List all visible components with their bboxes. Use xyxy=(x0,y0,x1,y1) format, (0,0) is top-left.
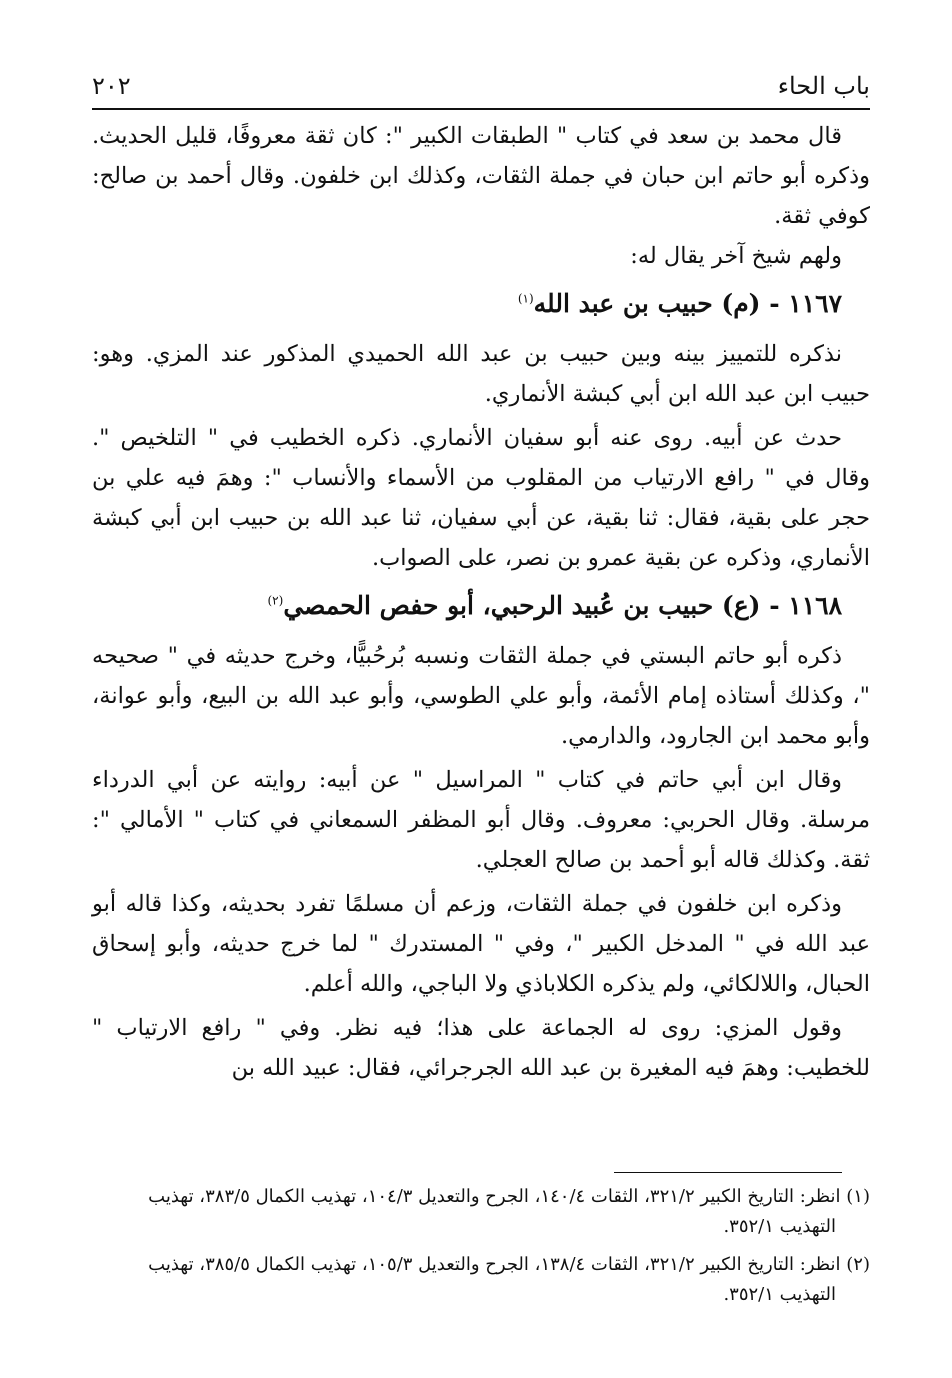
section-title: باب الحاء xyxy=(777,72,870,100)
footnote: (١) انظر: التاريخ الكبير ٣٢١/٢، الثقات ١٤٠/٤، الجرح والتعديل ١٠٤/٣، تهذيب الكمال ٣٨٣/٥، تهذيب التهذيب ٣٥٢/١. xyxy=(148,1186,870,1237)
header-divider xyxy=(92,108,870,110)
running-header xyxy=(92,66,870,106)
paragraph: وقول المزي: روى له الجماعة على هذا؛ فيه نظر. وفي " رافع الارتياب " للخطيب: وهمَ فيه المغيرة بن عبد الله الجرجرائي، فقال: عبيد الله بن xyxy=(92,1015,870,1081)
paragraph: ذكره أبو حاتم البستي في جملة الثقات ونسبه بُرحُبيًّا، وخرج حديثه في " صحيحه "، وكذلك أستاذه إمام الأئمة، وأبو علي الطوسي، وأبو عبد الله بن البيع، وأبو عوانة، وأبو محمد ابن الجارود، والدارمي. xyxy=(92,643,870,749)
entry-title: ١١٦٧ - (م) حبيب بن عبد الله xyxy=(533,289,842,318)
paragraph: وذكره ابن خلفون في جملة الثقات، وزعم أن مسلمًا تفرد بحديثه، وكذا قاله أبو عبد الله في " المدخل الكبير "، وفي " المستدرك " لما خرج حديثه، وأبو إسحاق الحبال، واللالكائي، ولم يذكره الكلاباذي ولا الباجي، والله أعلم. xyxy=(92,891,870,997)
footnote: (٢) انظر: التاريخ الكبير ٣٢١/٢، الثقات ١٣٨/٤، الجرح والتعديل ١٠٥/٣، تهذيب الكمال ٣٨٥/٥، تهذيب التهذيب ٣٥٢/١. xyxy=(148,1254,870,1305)
entry-heading xyxy=(92,584,870,628)
main-text xyxy=(92,116,870,1088)
paragraph: ولهم شيخ آخر يقال له: xyxy=(630,243,842,269)
footnote-ref: (٢) xyxy=(267,593,284,608)
page-number: ٢٠٢ xyxy=(92,72,131,100)
paragraph: قال محمد بن سعد في كتاب " الطبقات الكبير ": كان ثقة معروفًا، قليل الحديث. وذكره أبو حاتم ابن حبان في جملة الثقات، وكذلك ابن خلفون. وقال أحمد بن صالح: كوفي ثقة. xyxy=(92,123,870,229)
footnote-divider xyxy=(614,1172,842,1173)
footnotes xyxy=(92,1182,870,1318)
paragraph: وقال ابن أبي حاتم في كتاب " المراسيل " عن أبيه: روايته عن أبي الدرداء مرسلة. وقال الحربي: معروف. وقال أبو المظفر السمعاني في كتاب " الأمالي ": ثقة. وكذلك قاله أبو أحمد بن صالح العجلي. xyxy=(92,767,870,873)
entry-title: ١١٦٨ - (ع) حبيب بن عُبيد الرحبي، أبو حفص الحمصي xyxy=(283,591,842,620)
entry-heading xyxy=(92,282,870,326)
footnote-ref: (١) xyxy=(517,291,534,306)
paragraph: حدث عن أبيه. روى عنه أبو سفيان الأنماري. ذكره الخطيب في " التلخيص ". وقال في " رافع الارتياب من المقلوب من الأسماء والأنساب ": وهمَ فيه علي بن حجر على بقية، فقال: ثنا بقية، عن أبي سفيان، ثنا عبد الله بن حبيب ابن أبي كبشة الأنماري، وذكره عن بقية عمرو بن نصر، على الصواب. xyxy=(92,425,870,571)
paragraph: نذكره للتمييز بينه وبين حبيب بن عبد الله الحميدي المذكور عند المزي. وهو: حبيب ابن عبد الله ابن أبي كبشة الأنماري. xyxy=(92,341,870,407)
